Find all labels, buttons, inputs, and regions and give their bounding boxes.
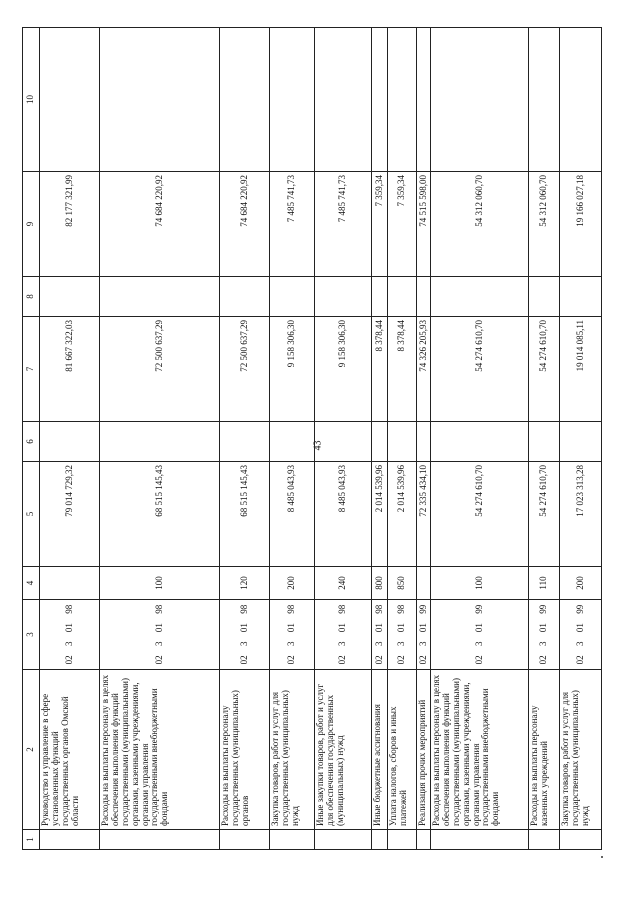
cell-col5: 8 485 043,93 — [315, 462, 372, 567]
cell-col8 — [417, 277, 431, 317]
cell-codes — [315, 600, 372, 670]
code-part: 01 — [473, 623, 484, 633]
cell-vr: 200 — [270, 567, 315, 600]
cell-name: Иные закупки товаров, работ и услуг для обеспечения государственных (муниципальных) нужд — [315, 670, 372, 830]
code-part: 3 — [473, 641, 484, 646]
cell-col8 — [315, 277, 372, 317]
code-part: 99 — [538, 604, 549, 614]
cell-col1 — [529, 830, 560, 850]
cell-col7: 9 158 306,30 — [315, 317, 372, 422]
cell-col7: 8 378,44 — [388, 317, 417, 422]
cell-vr: 110 — [529, 567, 560, 600]
cell-col9: 82 177 321,99 — [40, 172, 100, 277]
code-part: 3 — [286, 641, 297, 646]
code-part: 98 — [63, 604, 74, 614]
classification-codes — [397, 600, 407, 669]
code-part: 02 — [373, 655, 384, 665]
cell-col9: 7 359,34 — [372, 172, 388, 277]
code-part: 3 — [538, 641, 549, 646]
cell-col6 — [560, 422, 602, 462]
cell-col10 — [315, 28, 372, 172]
cell-name: Руководство и управление в сфере установленных функций государственных органов Омской области — [40, 670, 100, 830]
cell-col6 — [40, 422, 100, 462]
page-number: 43 — [312, 440, 324, 451]
cell-col10 — [270, 28, 315, 172]
cell-col8 — [529, 277, 560, 317]
code-part: 99 — [473, 604, 484, 614]
column-header-10: 10 — [23, 28, 40, 172]
cell-col5: 2 014 539,96 — [388, 462, 417, 567]
scan-speck — [601, 856, 603, 858]
cell-col5: 68 515 145,43 — [220, 462, 270, 567]
cell-codes — [529, 600, 560, 670]
cell-col5: 54 274 610,70 — [529, 462, 560, 567]
cell-col7: 8 378,44 — [372, 317, 388, 422]
cell-col9: 74 515 598,00 — [417, 172, 431, 277]
code-part: 01 — [286, 623, 297, 633]
code-part: 02 — [337, 655, 348, 665]
cell-col6 — [529, 422, 560, 462]
cell-col10 — [417, 28, 431, 172]
cell-col8 — [431, 277, 529, 317]
column-header-1: 1 — [23, 830, 40, 850]
code-part: 01 — [396, 623, 407, 633]
code-part: 98 — [153, 604, 164, 614]
cell-name: Уплата налогов, сборов и иных платежей — [388, 670, 417, 830]
classification-codes — [155, 600, 165, 669]
cell-col9: 7 485 741,73 — [315, 172, 372, 277]
column-header-7: 7 — [23, 317, 40, 422]
cell-col5: 17 023 313,28 — [560, 462, 602, 567]
code-part: 98 — [337, 604, 348, 614]
cell-vr — [417, 567, 431, 600]
code-part: 02 — [153, 655, 164, 665]
cell-col8 — [388, 277, 417, 317]
cell-col7: 19 014 085,11 — [560, 317, 602, 422]
cell-col7: 9 158 306,30 — [270, 317, 315, 422]
cell-col7: 54 274 610,70 — [529, 317, 560, 422]
code-part: 99 — [417, 604, 428, 614]
cell-col7: 81 667 322,03 — [40, 317, 100, 422]
column-header-5: 5 — [23, 462, 40, 567]
code-part: 01 — [373, 623, 384, 633]
header-row — [23, 28, 40, 850]
table-row — [100, 28, 220, 850]
cell-col7: 72 500 637,29 — [100, 317, 220, 422]
classification-codes — [539, 600, 549, 669]
code-part: 02 — [574, 655, 585, 665]
cell-col1 — [270, 830, 315, 850]
cell-codes — [560, 600, 602, 670]
classification-codes — [338, 600, 348, 669]
cell-col6 — [100, 422, 220, 462]
cell-col6 — [220, 422, 270, 462]
cell-codes — [220, 600, 270, 670]
cell-col5: 2 014 539,96 — [372, 462, 388, 567]
code-part: 01 — [574, 623, 585, 633]
classification-codes — [419, 600, 429, 669]
cell-col6 — [270, 422, 315, 462]
table-body — [40, 28, 602, 850]
cell-vr: 200 — [560, 567, 602, 600]
cell-col10 — [220, 28, 270, 172]
cell-col5: 79 014 729,32 — [40, 462, 100, 567]
cell-col1 — [100, 830, 220, 850]
table-row — [372, 28, 388, 850]
cell-vr — [40, 567, 100, 600]
cell-col10 — [529, 28, 560, 172]
cell-col1 — [560, 830, 602, 850]
cell-vr: 850 — [388, 567, 417, 600]
cell-col10 — [40, 28, 100, 172]
table-row — [529, 28, 560, 850]
cell-col9: 7 359,34 — [388, 172, 417, 277]
cell-col10 — [388, 28, 417, 172]
cell-col8 — [40, 277, 100, 317]
table-row — [560, 28, 602, 850]
rotated-page — [22, 28, 590, 850]
cell-col1 — [388, 830, 417, 850]
cell-col10 — [100, 28, 220, 172]
cell-name: Расходы на выплаты персоналу в целях обеспечения выполнения функций государственными (муниципальными) органами, казенными учреждениями, органами управления государственными внебюджетными фондами — [431, 670, 529, 830]
column-header-3: 3 — [23, 600, 40, 670]
code-part: 3 — [238, 641, 249, 646]
cell-col10 — [560, 28, 602, 172]
code-part: 3 — [337, 641, 348, 646]
code-part: 01 — [538, 623, 549, 633]
cell-col6 — [388, 422, 417, 462]
code-part: 3 — [417, 641, 428, 646]
code-part: 02 — [238, 655, 249, 665]
cell-col1 — [220, 830, 270, 850]
table-row — [315, 28, 372, 850]
cell-col9: 7 485 741,73 — [270, 172, 315, 277]
cell-name: Расходы на выплаты персоналу государственных (муниципальных) органов — [220, 670, 270, 830]
table-row — [388, 28, 417, 850]
code-part: 98 — [396, 604, 407, 614]
cell-vr: 100 — [100, 567, 220, 600]
cell-col9: 19 166 027,18 — [560, 172, 602, 277]
cell-name: Закупка товаров, работ и услуг для государственных (муниципальных) нужд — [560, 670, 602, 830]
table-row — [40, 28, 100, 850]
cell-col7: 54 274 610,70 — [431, 317, 529, 422]
cell-codes — [431, 600, 529, 670]
code-part: 3 — [373, 641, 384, 646]
code-part: 98 — [238, 604, 249, 614]
cell-col6 — [312, 422, 372, 462]
cell-col8 — [270, 277, 315, 317]
cell-codes — [388, 600, 417, 670]
code-part: 98 — [373, 604, 384, 614]
cell-codes — [100, 600, 220, 670]
cell-col9: 74 684 220,92 — [100, 172, 220, 277]
budget-table — [22, 27, 602, 850]
code-part: 02 — [286, 655, 297, 665]
code-part: 01 — [63, 623, 74, 633]
cell-col5: 54 274 610,70 — [431, 462, 529, 567]
code-part: 3 — [153, 641, 164, 646]
code-part: 02 — [396, 655, 407, 665]
table-row — [431, 28, 529, 850]
cell-col1 — [417, 830, 431, 850]
cell-name: Расходы на выплаты персоналу казенных учреждений — [529, 670, 560, 830]
cell-codes — [40, 600, 100, 670]
cell-col7: 74 326 205,93 — [417, 317, 431, 422]
code-part: 02 — [63, 655, 74, 665]
cell-col1 — [431, 830, 529, 850]
cell-col9: 54 312 060,70 — [529, 172, 560, 277]
cell-name: Расходы на выплаты персоналу в целях обеспечения выполнения функций государственными (муниципальными) органами, казенными учреждениями, органами управления государственными внебюджетными фондами — [100, 670, 220, 830]
cell-col8 — [100, 277, 220, 317]
cell-col8 — [560, 277, 602, 317]
cell-col9: 54 312 060,70 — [431, 172, 529, 277]
code-part: 01 — [417, 623, 428, 633]
code-part: 99 — [574, 604, 585, 614]
cell-codes — [417, 600, 431, 670]
cell-col5: 8 485 043,93 — [270, 462, 315, 567]
cell-col1 — [315, 830, 372, 850]
cell-col1 — [40, 830, 100, 850]
table-row — [220, 28, 270, 850]
cell-col5: 72 335 434,10 — [417, 462, 431, 567]
code-part: 02 — [473, 655, 484, 665]
column-header-6: 6 — [23, 422, 40, 462]
code-part: 3 — [396, 641, 407, 646]
table-row — [417, 28, 431, 850]
cell-col1 — [372, 830, 388, 850]
cell-codes — [270, 600, 315, 670]
cell-col6 — [417, 422, 431, 462]
code-part: 3 — [574, 641, 585, 646]
column-header-9: 9 — [23, 172, 40, 277]
code-part: 3 — [63, 641, 74, 646]
cell-vr: 800 — [372, 567, 388, 600]
cell-name: Закупка товаров, работ и услуг для государственных (муниципальных) нужд — [270, 670, 315, 830]
classification-codes — [287, 600, 297, 669]
classification-codes — [576, 600, 586, 669]
column-header-4: 4 — [23, 567, 40, 600]
cell-vr: 120 — [220, 567, 270, 600]
cell-col8 — [372, 277, 388, 317]
classification-codes — [65, 600, 75, 669]
cell-col7: 72 500 637,29 — [220, 317, 270, 422]
cell-col6 — [372, 422, 388, 462]
table-row — [270, 28, 315, 850]
code-part: 01 — [153, 623, 164, 633]
cell-col5: 68 515 145,43 — [100, 462, 220, 567]
code-part: 98 — [286, 604, 297, 614]
cell-name: Иные бюджетные ассигнования — [372, 670, 388, 830]
cell-col9: 74 684 220,92 — [220, 172, 270, 277]
cell-codes — [372, 600, 388, 670]
code-part: 01 — [337, 623, 348, 633]
cell-col6 — [431, 422, 529, 462]
cell-col10 — [431, 28, 529, 172]
code-part: 02 — [538, 655, 549, 665]
classification-codes — [475, 600, 485, 669]
classification-codes — [240, 600, 250, 669]
column-header-2: 2 — [23, 670, 40, 830]
code-part: 01 — [238, 623, 249, 633]
classification-codes — [375, 600, 385, 669]
cell-vr: 240 — [315, 567, 372, 600]
cell-col8 — [220, 277, 270, 317]
column-header-8: 8 — [23, 277, 40, 317]
cell-col10 — [372, 28, 388, 172]
cell-name: Реализация прочих мероприятий — [417, 670, 431, 830]
cell-vr: 100 — [431, 567, 529, 600]
code-part: 02 — [417, 655, 428, 665]
